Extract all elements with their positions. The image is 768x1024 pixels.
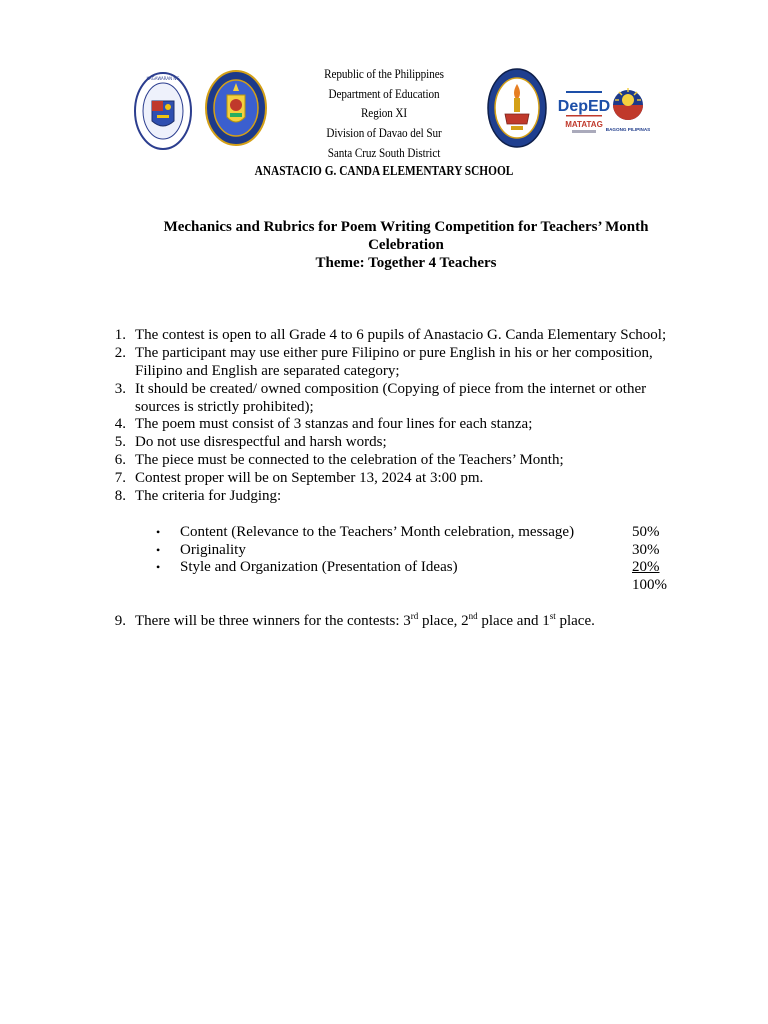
document-title-line1: Mechanics and Rubrics for Poem Writing Competition for Teachers’ Month <box>163 219 649 235</box>
header-line-region: Region XI <box>360 105 408 120</box>
rule-text: The poem must consist of 3 stanzas and four lines for each stanza; <box>135 416 533 432</box>
criteria-percent: 30% <box>632 542 660 558</box>
rule-text <box>135 612 595 630</box>
rule-number: 2. <box>114 345 126 361</box>
header-line-department: Department of Education <box>328 86 440 101</box>
rule9-sup-c: st <box>549 611 556 621</box>
rule-text: The participant may use either pure Filipino or pure English in his or her composition, <box>135 345 653 361</box>
criteria-label: Style and Organization (Presentation of Ideas) <box>180 559 458 575</box>
deped-matatag-logo <box>557 89 611 135</box>
bullet-icon: • <box>156 543 161 557</box>
rule-number: 7. <box>114 470 126 486</box>
rule-number: 8. <box>114 488 126 504</box>
bullet-icon: • <box>156 560 161 574</box>
rule-number: 5. <box>114 434 126 450</box>
rule-text: Contest proper will be on September 13, 2024 at 3:00 pm. <box>135 470 484 486</box>
rule-number: 1. <box>114 327 126 343</box>
rule-number: 4. <box>114 416 126 432</box>
bagong-pilipinas-logo <box>605 85 651 137</box>
rule-text: Do not use disrespectful and harsh words; <box>135 434 387 450</box>
rule-text: The contest is open to all Grade 4 to 6 pupils of Anastacio G. Canda Elementary School; <box>135 327 667 343</box>
school-name: ANASTACIO G. CANDA ELEMENTARY SCHOOL <box>254 163 514 178</box>
bagong-pilipinas-text: BAGONG PILIPINAS <box>605 127 651 132</box>
header-line-division: Division of Davao del Sur <box>326 125 442 140</box>
rule-text: Filipino and English are separated category; <box>135 363 400 379</box>
rule-number: 3. <box>114 381 126 397</box>
rule-text: It should be created/ owned composition (Copying of piece from the internet or other <box>135 381 647 397</box>
header-line-republic: Republic of the Philippines <box>324 66 444 81</box>
header-line-district: Santa Cruz South District <box>327 145 441 160</box>
svg-text:KAGAWARAN NG: KAGAWARAN NG <box>146 76 180 81</box>
document-title-line2: Celebration <box>368 237 444 253</box>
deped-seal-logo <box>133 71 193 151</box>
rule-text: The piece must be connected to the celebration of the Teachers’ Month; <box>135 452 564 468</box>
criteria-percent: 50% <box>632 524 660 540</box>
rule9-sup-a: rd <box>410 611 419 621</box>
bullet-icon: • <box>156 525 161 539</box>
matatag-text: MATATAG <box>565 120 603 129</box>
rule9-sup-b: nd <box>468 611 478 621</box>
rule-text: sources is strictly prohibited); <box>135 399 314 415</box>
rule-text: The criteria for Judging: <box>135 488 282 504</box>
rule-number: 9. <box>114 613 126 629</box>
criteria-percent: 20% <box>632 559 660 575</box>
rule9-text-c: place and 1 <box>477 613 550 629</box>
criteria-label: Originality <box>180 542 246 558</box>
document-theme: Theme: Together 4 Teachers <box>315 255 497 271</box>
rule9-text-d: place. <box>555 613 595 629</box>
criteria-total: 100% <box>632 577 667 593</box>
deped-brand-text: DepED <box>557 98 611 115</box>
district-seal-logo <box>205 69 267 147</box>
criteria-label: Content (Relevance to the Teachers’ Month celebration, message) <box>180 524 575 540</box>
rule-number: 6. <box>114 452 126 468</box>
rule9-text-a: There will be three winners for the contests: 3 <box>135 613 411 629</box>
rule9-text-b: place, 2 <box>418 613 469 629</box>
